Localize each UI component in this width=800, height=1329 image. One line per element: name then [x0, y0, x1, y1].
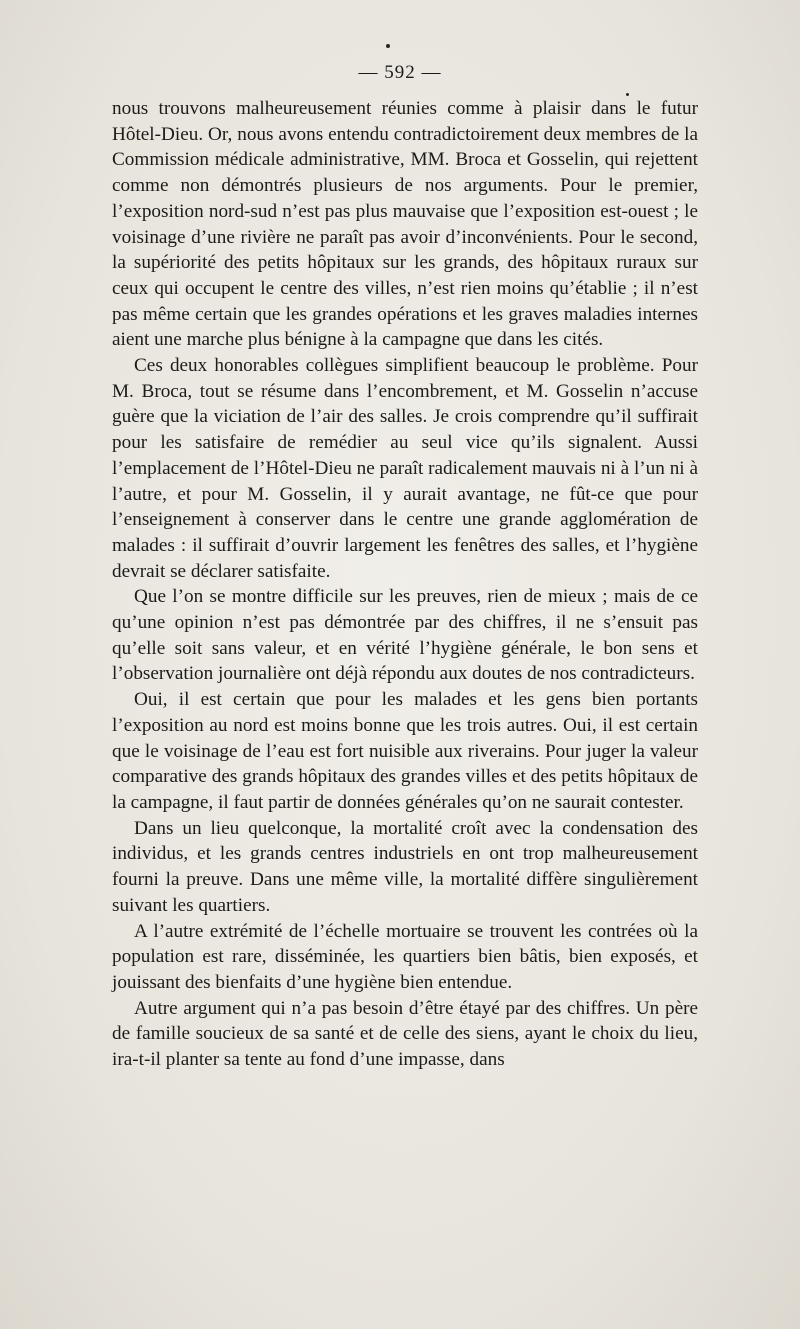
- paragraph: Dans un lieu quelconque, la mortalité croît avec la condensation des individus, et les grands centres industriels en ont trop malheureusement fourni la preuve. Dans une même ville, la mortalité diffère singulièrement suivant les quartiers.: [112, 817, 698, 916]
- paragraph: Ces deux honorables collègues simplifient beaucoup le problème. Pour M. Broca, tout se résume dans l’encombrement, et M. Gosselin n’accuse guère que la viciation de l’air des salles. Je crois comprendre qu’il suffirait pour les satisfaire de remédier au seul vice qu’ils signalent. Aussi l’emplacement de l’Hôtel-Dieu ne paraît radicalement mauvais ni à l’un ni à l’autre, et pour M. Gosselin, il y aurait avantage, ne fût-ce que pour l’enseignement à conserver dans le centre une grande agglomération de malades : il suffirait d’ouvrir largement les fenêtres des salles, et l’hygiène devrait se déclarer satisfaite.: [112, 355, 698, 582]
- paragraph: Que l’on se montre difficile sur les preuves, rien de mieux ; mais de ce qu’une opinion n’est pas démontrée par des chiffres, il ne s’ensuit pas qu’elle soit sans valeur, et en vérité l’hygiène générale, le bon sens et l’observation journalière ont déjà répondu aux doutes de nos contradicteurs.: [112, 586, 698, 685]
- paragraph: Oui, il est certain que pour les malades et les gens bien portants l’exposition au nord est moins bonne que les trois autres. Oui, il est certain que le voisinage de l’eau est fort nuisible aux riverains. Pour juger la valeur comparative des grands hôpitaux des grandes villes et des petits hôpitaux de la campagne, il faut partir de données générales qu’on ne saurait contester.: [112, 689, 698, 813]
- paragraph: A l’autre extrémité de l’échelle mortuaire se trouvent les contrées où la population est rare, disséminée, les quartiers bien bâtis, bien exposés, et jouissant des bienfaits d’une hygiène bien entendue.: [112, 920, 698, 993]
- paragraph: nous trouvons malheureusement réunies comme à plaisir dans le futur Hôtel-Dieu. Or, nous avons entendu contradictoirement deux membres de la Commission médicale administrative, MM. Broca et Gosselin, qui rejettent comme non démontrés plusieurs de nos arguments. Pour le premier, l’exposition nord-sud n’est pas plus mauvaise que l’exposition est-ouest ; le voisinage d’une rivière ne paraît pas avoir d’inconvénients. Pour le second, la supériorité des petits hôpitaux sur les grands, des hôpitaux ruraux sur ceux qui occupent le centre des villes, n’est rien moins qu’établie ; il n’est pas même certain que les grandes opérations et les graves maladies internes aient une marche plus bénigne à la campagne que dans les cités.: [112, 98, 698, 351]
- body-text: [112, 96, 698, 1073]
- paragraph: Autre argument qui n’a pas besoin d’être étayé par des chiffres. Un père de famille soucieux de sa santé et de celle des siens, ayant le choix du lieu, ira-t-il planter sa tente au fond d’une impasse, dans: [112, 997, 698, 1071]
- ink-speck: [386, 44, 390, 48]
- page-number: — 592 —: [358, 62, 442, 83]
